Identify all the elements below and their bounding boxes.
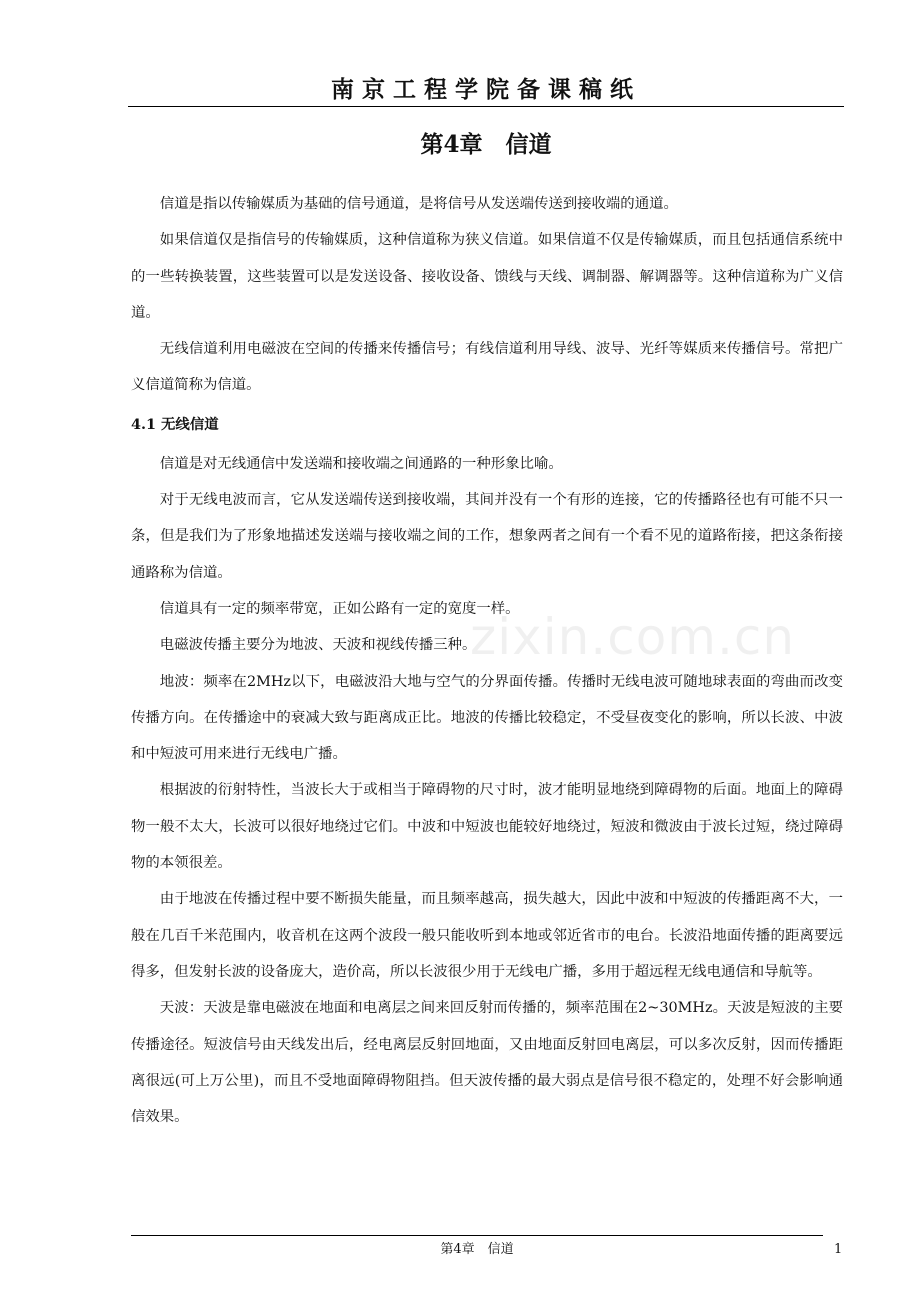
paragraph: 对于无线电波而言，它从发送端传送到接收端，其间并没有一个有形的连接，它的传播路径也有可能不只一条，但是我们为了形象地描述发送端与接收端之间的工作，想象两者之间有一个看不见的道路衔接，把这条衔接通路称为信道。 bbox=[131, 492, 843, 581]
paragraph: 地波：频率在2MHz以下，电磁波沿大地与空气的分界面传播。传播时无线电波可随地球表面的弯曲而改变传播方向。在传播途中的衰减大致与距离成正比。地波的传播比较稳定，不受昼夜变化的影响，所以长波、中波和中短波可用来进行无线电广播。 bbox=[131, 673, 843, 763]
header-title: 南京工程学院备课稿纸 bbox=[331, 76, 641, 103]
paragraph: 根据波的衍射特性，当波长大于或相当于障碍物的尺寸时，波才能明显地绕到障碍物的后面。地面上的障碍物一般不太大，长波可以很好地绕过它们。中波和中短波也能较好地绕过，短波和微波由于波长过短，绕过障碍物的本领很差。 bbox=[131, 782, 843, 872]
section-heading: 4.1 无线信道 bbox=[131, 415, 219, 433]
paragraph: 如果信道仅是指信号的传输媒质，这种信道称为狭义信道。如果信道不仅是传输媒质，而且包括通信系统中的一些转换装置，这些装置可以是发送设备、接收设备、馈线与天线、调制器、解调器等。这种信道称为广义信道。 bbox=[131, 232, 843, 321]
paragraph: 电磁波传播主要分为地波、天波和视线传播三种。 bbox=[159, 637, 477, 654]
header-rule bbox=[128, 106, 844, 107]
document-body bbox=[131, 186, 843, 1135]
paragraph: 天波：天波是靠电磁波在地面和电离层之间来回反射而传播的，频率范围在2~30MHz。天波是短波的主要传播途径。短波信号由天线发出后，经电离层反射回地面，又由地面反射回电离层，可以多次反射，因而传播距离很远(可上万公里)，而且不受地面障碍物阻挡。但天波传播的最大弱点是信号很不稳定的，处理不好会影响通信效果。 bbox=[131, 1000, 843, 1126]
paragraph: 信道是对无线通信中发送端和接收端之间通路的一种形象比喻。 bbox=[159, 455, 563, 472]
paragraph: 无线信道利用电磁波在空间的传播来传播信号；有线信道利用导线、波导、光纤等媒质来传播信号。常把广义信道简称为信道。 bbox=[131, 341, 843, 394]
paragraph: 信道具有一定的频率带宽，正如公路有一定的宽度一样。 bbox=[159, 600, 520, 617]
watermark: zixin.com.cn bbox=[470, 608, 796, 666]
paragraph: 由于地波在传播过程中要不断损失能量，而且频率越高，损失越大，因此中波和中短波的传播距离不大，一般在几百千米范围内，收音机在这两个波段一般只能收听到本地或邻近省市的电台。长波沿地面传播的距离要远得多，但发射长波的设备庞大，造价高，所以长波很少用于无线电广播，多用于超远程无线电通信和导航等。 bbox=[131, 891, 843, 980]
page-number: 1 bbox=[834, 1242, 843, 1257]
footer-chapter: 第4章 信道 bbox=[440, 1242, 514, 1257]
footer-rule bbox=[131, 1235, 823, 1236]
chapter-title: 第4章 信道 bbox=[420, 131, 552, 158]
paragraph: 信道是指以传输媒质为基础的信号通道，是将信号从发送端传送到接收端的通道。 bbox=[159, 196, 678, 212]
